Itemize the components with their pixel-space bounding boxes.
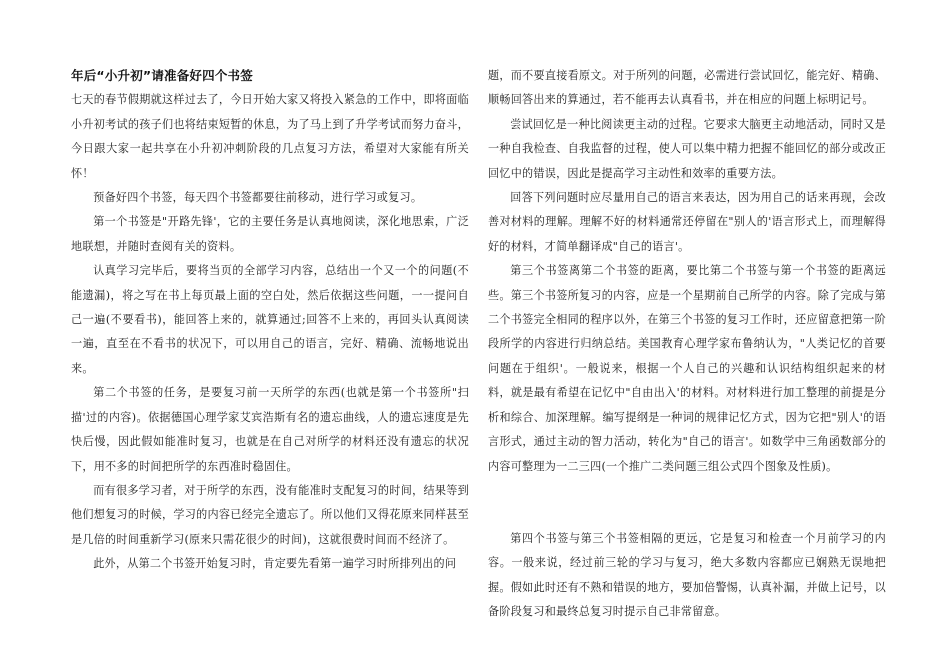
paragraph-second-bookmark-tip: 此外，从第二个书签开始复习时，肯定要先看第一遍学习时所排列出的问	[93, 557, 457, 571]
paragraph-third-bookmark: 第三个书签离第二个书签的距离，要比第二个书签与第一个书签的距离远些。第三个书签所复习的内容，应是一个星期前自己所学的内容。除了完成与第二个书签完全相同的程序以外，在第三个书签的复习工作时，还应留意把第一阶段所学的内容进行归纳总结。美国教育心理学家布鲁纳认为，"人类记忆的首要问题在于组织'。一般说来，根据一个人自己的兴趣和认识结构组织起来的材料，就是最有希望在记忆中"自由出入'的材料。对材料进行加工整理的前提是分析和综合、加深理解。编写提纲是一种词的规律记忆方式，因为它把"别人'的语言形式，通过主动的智力活动，转化为"自己的语言'。如数学中三角函数部分的内容可整理为一二三四(一个推广二类问题三组公式四个图象及性质)。	[488, 264, 886, 473]
paragraph-own-words: 回答下列问题时应尽量用自己的语言来表达，因为用自己的话来再现，会改善对材料的理解。理解不好的材料通常还停留在"别人的'语言形式上，而理解得好的材料，才简单翻译成"自己的语言'。	[488, 191, 886, 253]
paragraph-first-bookmark-method: 认真学习完毕后，要将当页的全部学习内容，总结出一个又一个的问题(不能遗漏)，将之写在书上每页最上面的空白处，然后依据这些问题，一一提问自己一遍(不要看书)，能回答上来的，就算通过;回答不上来的，再回头认真阅读一遍，直至在不看书的状况下，可以用自己的语言，完好、精确、流畅地说出来。	[71, 264, 469, 375]
paragraph-fourth-bookmark: 第四个书签与第三个书签相隔的更远，它是复习和检查一个月前学习的内容。一般来说，经过前三轮的学习与复习，绝大多数内容都应已娴熟无误地把握。假如此时还有不熟和错误的地方，要加倍警惕，认真补漏，并做上记号，以备阶段复习和最终总复习时提示自己非常留意。	[488, 531, 886, 619]
paragraph-first-bookmark: 第一个书签是"开路先锋'，它的主要任务是认真地阅读，深化地思索，广泛地联想，并随时查阅有关的资料。	[71, 215, 469, 253]
paragraph-gap	[488, 479, 886, 527]
right-column	[488, 64, 886, 625]
paragraph-second-bookmark: 第二个书签的任务，是要复习前一天所学的东西(也就是第一个书签所"扫描'过的内容)。依据德国心理学家艾宾浩斯有名的遗忘曲线，人的遗忘速度是先快后慢，因此假如能准时复习，也就是在自己对所学的材料还没有遗忘的状况下，用不多的时间把所学的东西准时稳固住。	[71, 386, 469, 473]
paragraph-continued: 题，而不要直接看原文。对于所列的问题，必需进行尝试回忆，能完好、精确、顺畅回答出来的算通过，若不能再去认真看书，并在相应的问题上标明记号。	[488, 69, 886, 107]
paragraph-four-bookmarks: 预备好四个书签，每天四个书签都要往前移动，进行学习或复习。	[93, 191, 423, 205]
document-title: 年后“小升初”请准备好四个书签	[71, 68, 253, 83]
paragraph-intro: 七天的春节假期就这样过去了，今日开始大家又将投入紧急的工作中，即将面临小升初考试的孩子们也将结束短暂的休息，为了马上到了升学考试而努力奋斗，今日跟大家一起共享在小升初冲刺阶段的几点复习方法，希望对大家能有所关怀！	[71, 93, 469, 180]
paragraph-recall: 尝试回忆是一种比阅读更主动的过程。它要求大脑更主动地活动，同时又是一种自我检查、自我监督的过程，使人可以集中精力把握不能回忆的部分或改正回忆中的错误，因此是提高学习主动性和效率的重要方法。	[488, 117, 886, 180]
paragraph-timely-review: 而有很多学习者，对于所学的东西，没有能准时支配复习的时间，结果等到他们想复习的时候，学习的内容已经完全遗忘了。所以他们又得花原来同样甚至是几倍的时间重新学习(原来只需花很少的时间)，这就很费时间而不经济了。	[71, 483, 469, 546]
left-column	[71, 64, 469, 577]
